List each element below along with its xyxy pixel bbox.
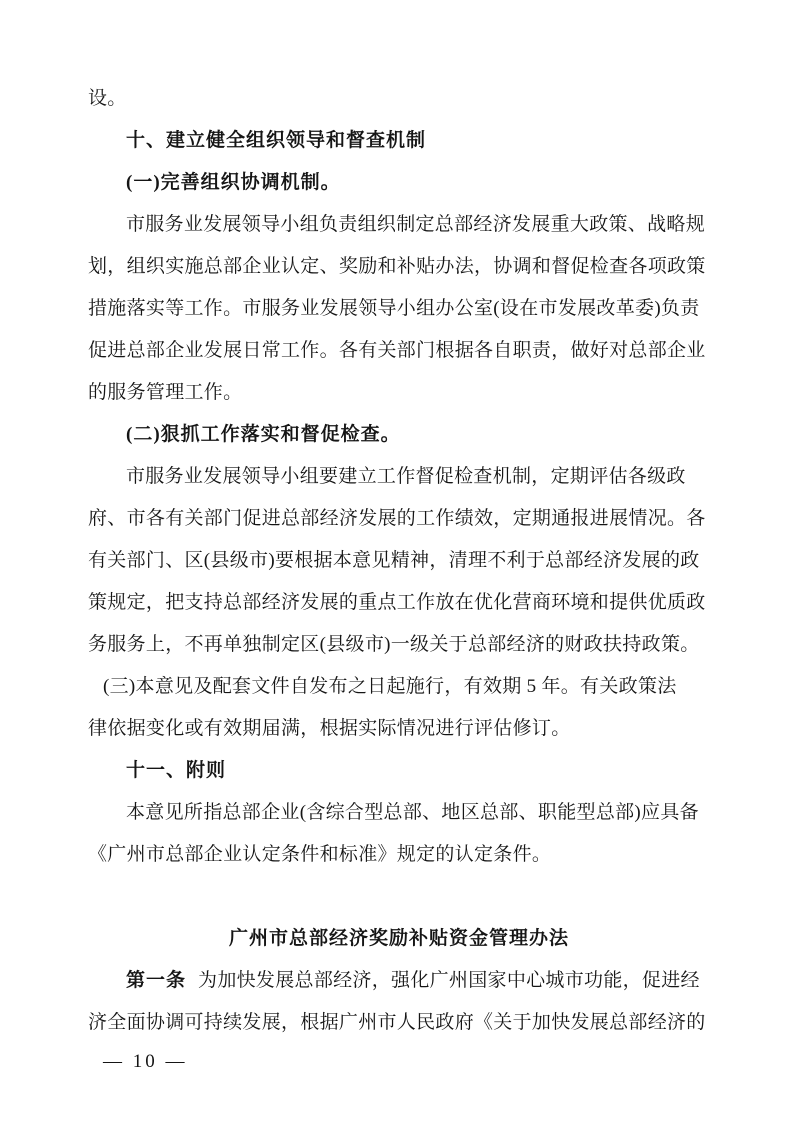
paragraph-organization xyxy=(88,204,710,414)
section-heading-10-line: 十、建立健全组织领导和督查机制 xyxy=(126,130,427,151)
paragraph-validity-line: (三)本意见及配套文件自发布之日起施行，有效期 5 年。有关政策法 xyxy=(103,676,677,697)
section-heading-11-line: 十一、附则 xyxy=(126,760,227,781)
subsection-heading-2 xyxy=(88,414,710,456)
section-heading-11 xyxy=(88,750,710,792)
blank-line xyxy=(88,876,710,918)
paragraph-organization-line: 的服务管理工作。 xyxy=(88,382,243,403)
subsection-heading-1-line: (一)完善组织协调机制。 xyxy=(126,172,341,193)
paragraph-organization-line: 措施落实等工作。市服务业发展领导小组办公室(设在市发展改革委)负责 xyxy=(88,298,700,319)
paragraph-article-1-line: 济全面协调可持续发展，根据广州市人民政府《关于加快发展总部经济的 xyxy=(88,1012,706,1033)
paragraph-validity-line: 律依据变化或有效期届满，根据实际情况进行评估修订。 xyxy=(88,718,571,739)
paragraph-supplementary-line: 《广州市总部企业认定条件和标准》规定的认定条件。 xyxy=(88,844,552,865)
paragraph-article-1-text: 为加快发展总部经济，强化广州国家中心城市功能，促进经 xyxy=(198,970,700,991)
page-number: — 10 — xyxy=(103,1051,188,1072)
paragraph-supplementary xyxy=(88,792,710,876)
document-body xyxy=(88,78,710,1044)
paragraph-organization-line: 促进总部企业发展日常工作。各有关部门根据各自职责，做好对总部企业 xyxy=(88,340,706,361)
paragraph-article-1-line xyxy=(88,960,710,1002)
page-footer xyxy=(103,1050,188,1074)
paragraph-supervision-line: 务服务上，不再单独制定区(县级市)一级关于总部经济的财政扶持政策。 xyxy=(88,634,700,655)
subsection-heading-1 xyxy=(88,162,710,204)
article-number: 第一条 xyxy=(126,970,187,991)
paragraph-supervision-line: 市服务业发展领导小组要建立工作督促检查机制，定期评估各级政 xyxy=(126,466,686,487)
paragraph-organization-line: 市服务业发展领导小组负责组织制定总部经济发展重大政策、战略规 xyxy=(126,214,706,235)
paragraph-continuation xyxy=(88,78,710,120)
paragraph-supervision-line: 府、市各有关部门促进总部经济发展的工作绩效，定期通报进展情况。各 xyxy=(88,508,706,529)
document-title xyxy=(88,918,710,960)
paragraph-supplementary-line: 本意见所指总部企业(含综合型总部、地区总部、职能型总部)应具备 xyxy=(126,802,699,823)
paragraph-supervision-line: 策规定，把支持总部经济发展的重点工作放在优化营商环境和提供优质政 xyxy=(88,592,706,613)
paragraph-validity xyxy=(88,666,710,750)
blank-line-line xyxy=(88,876,710,918)
paragraph-article-1 xyxy=(88,960,710,1044)
section-heading-10 xyxy=(88,120,710,162)
paragraph-organization-line: 划，组织实施总部企业认定、奖励和补贴办法，协调和督促检查各项政策 xyxy=(88,256,706,277)
paragraph-continuation-line: 设。 xyxy=(88,88,127,109)
paragraph-supervision-line: 有关部门、区(县级市)要根据本意见精神，清理不利于总部经济发展的政 xyxy=(88,550,700,571)
paragraph-supervision xyxy=(88,456,710,666)
subsection-heading-2-line: (二)狠抓工作落实和督促检查。 xyxy=(126,424,401,445)
document-title-line: 广州市总部经济奖励补贴资金管理办法 xyxy=(228,928,569,949)
